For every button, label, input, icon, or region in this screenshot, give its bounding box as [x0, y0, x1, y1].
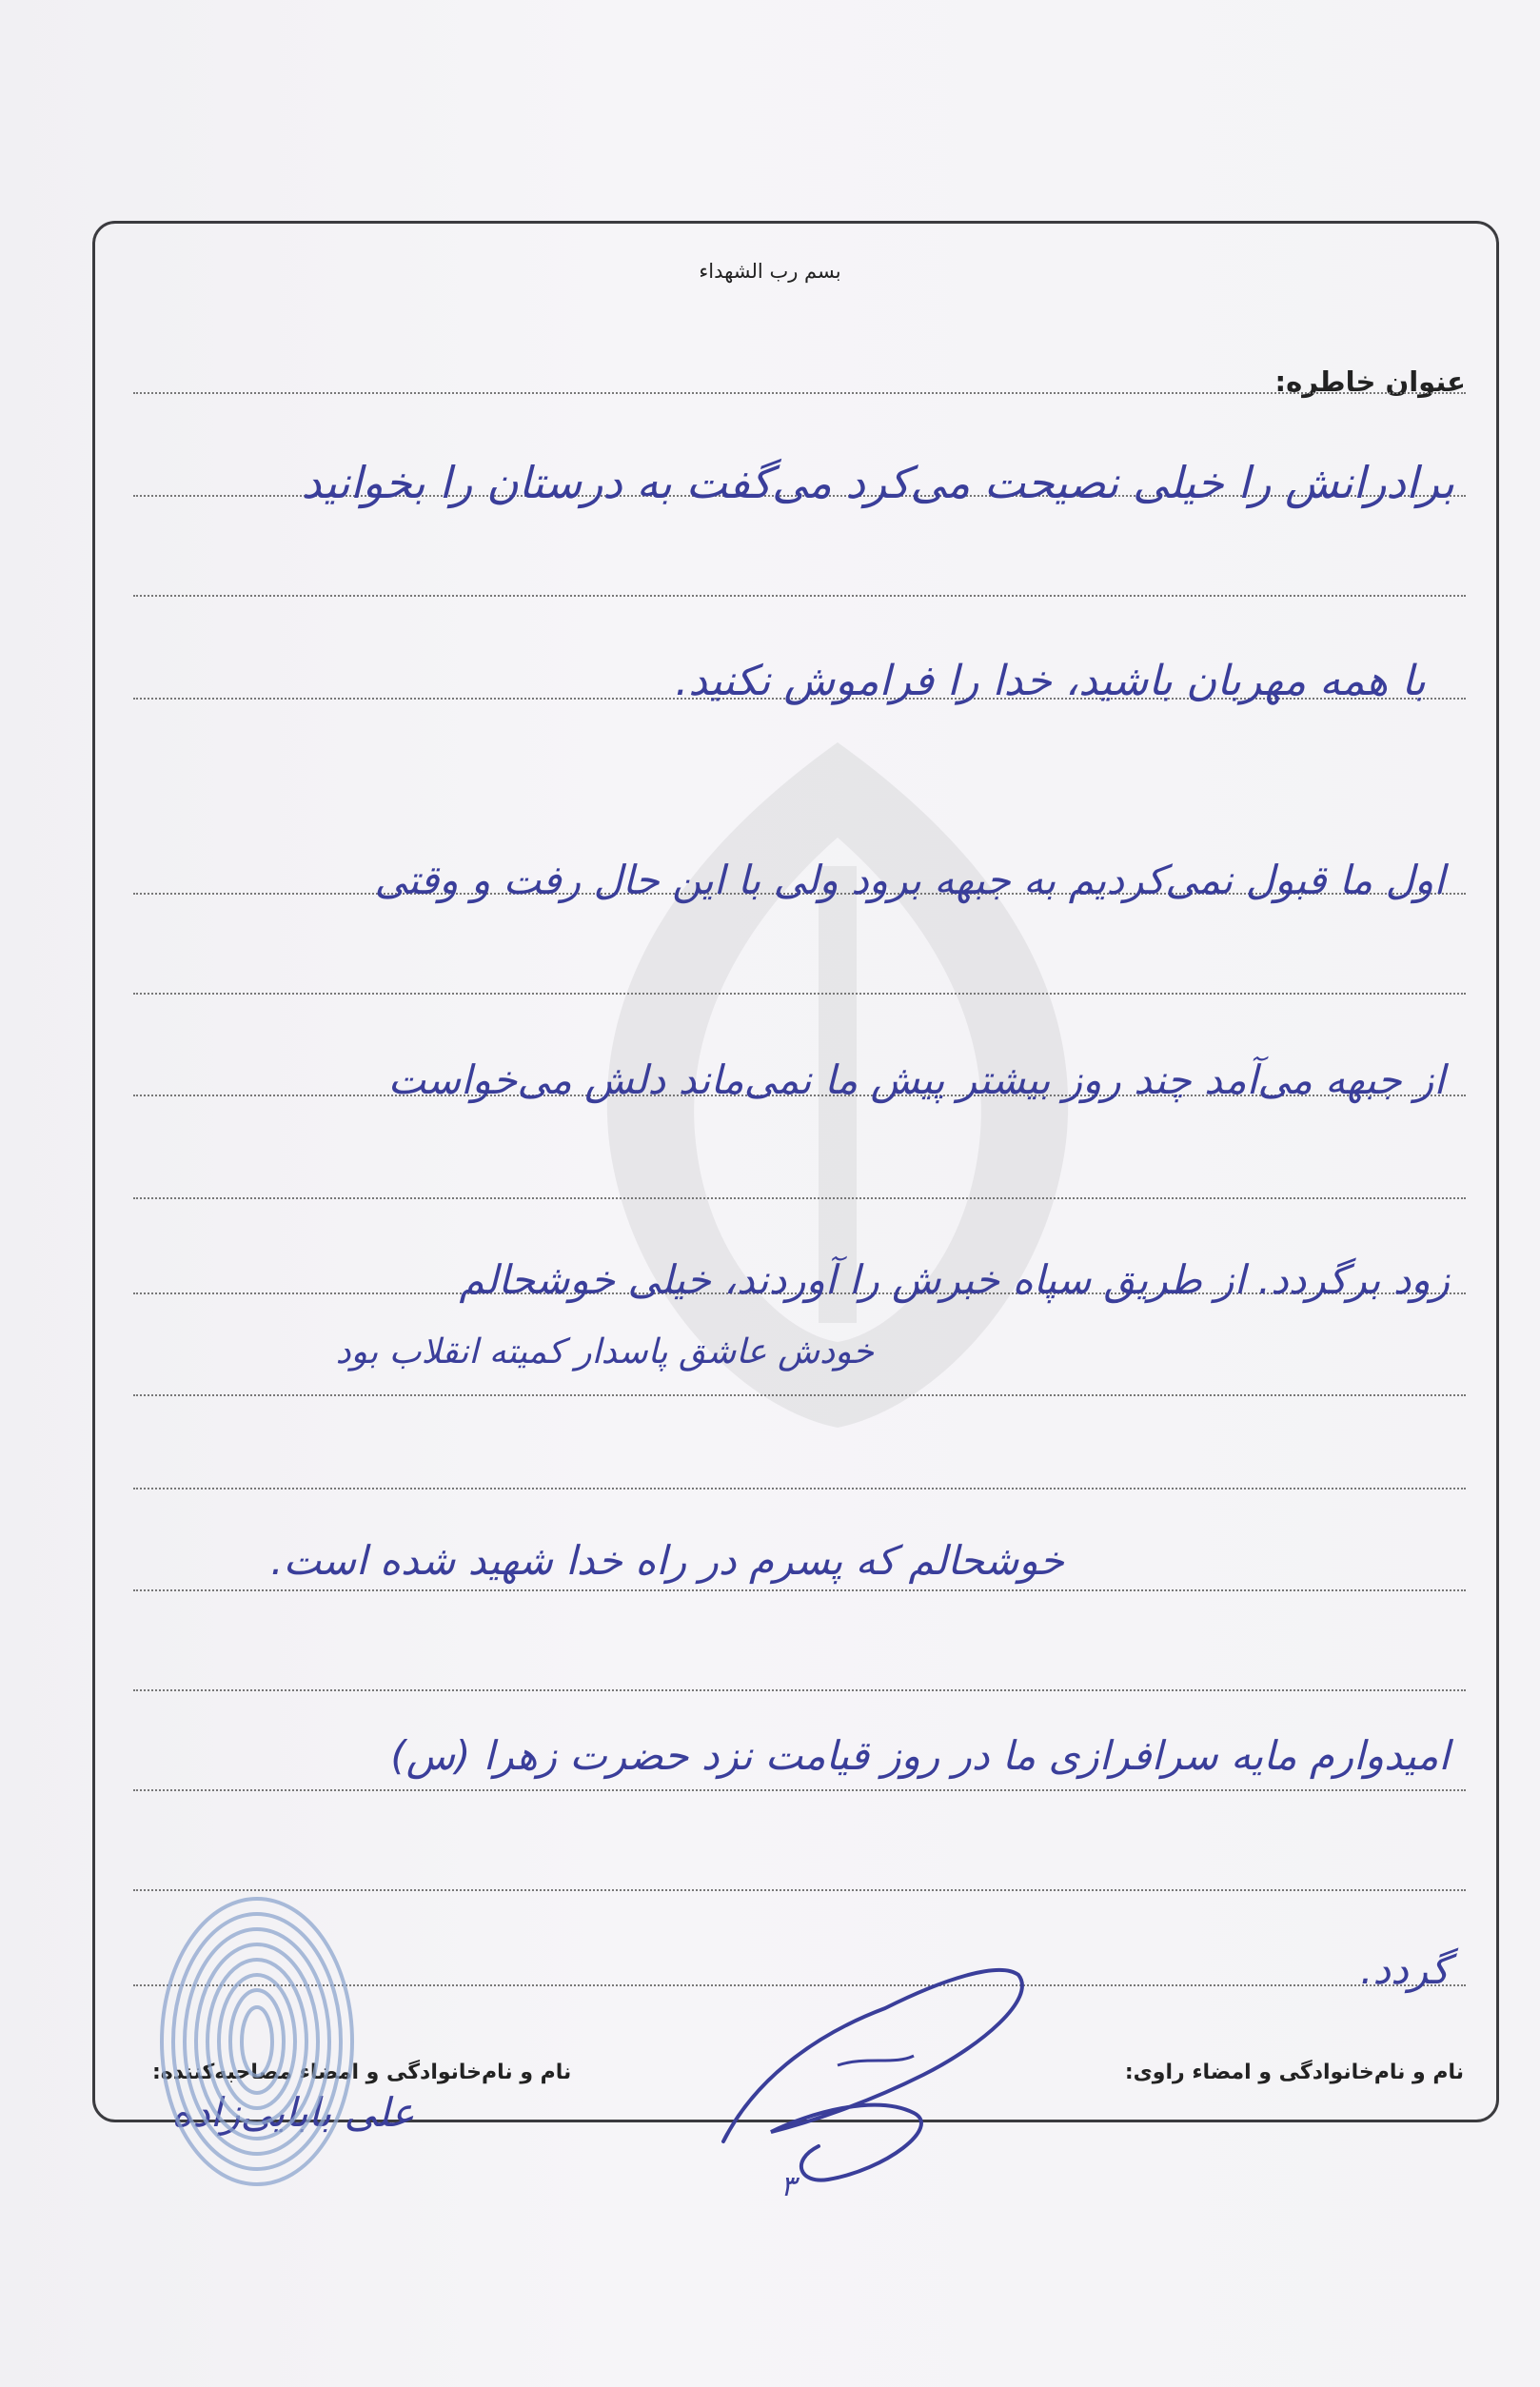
ruled-line	[133, 1488, 1466, 1489]
ruled-line	[133, 1197, 1466, 1199]
handwritten-line-6: خودش عاشق پاسدار کمیته انقلاب بود	[335, 1332, 874, 1371]
ruled-line	[133, 1789, 1466, 1791]
memory-title-label: عنوان خاطره:	[1274, 365, 1466, 398]
handwritten-line-3: اول ما قبول نمی‌کردیم به جبهه برود ولی با این حال رفت و وقتی	[374, 857, 1445, 903]
handwritten-line-1: برادرانش را خیلی نصیحت می‌کرد می‌گفت به درستان را بخوانید	[301, 457, 1454, 508]
handwritten-line-8: امیدوارم مایه سرافرازی ما در روز قیامت نزد حضرت زهرا (س)	[390, 1732, 1450, 1779]
page-number: ۳	[780, 2170, 797, 2203]
narrator-name-handwritten: علی بابایی‌زاده	[171, 2089, 415, 2136]
ruled-line	[133, 1394, 1466, 1396]
ruled-line	[133, 595, 1466, 597]
interviewer-signature-label: نام و نام‌خانوادگی و امضاء مصاحبه‌کننده:	[152, 2061, 572, 2084]
narrator-signature-label: نام و نام‌خانوادگی و امضاء راوی:	[1124, 2061, 1464, 2084]
handwritten-line-4: از جبهه می‌آمد چند روز بیشتر پیش ما نمی‌ماند دلش می‌خواست	[387, 1056, 1445, 1103]
ruled-line	[133, 993, 1466, 995]
handwritten-line-2: با همه مهربان باشید، خدا را فراموش نکنید.	[675, 657, 1426, 705]
handwritten-line-5: زود برگردد. از طریق سپاه خبرش را آوردند، خیلی خوشحالم	[459, 1256, 1450, 1303]
fingerprint-image	[143, 1884, 371, 2199]
handwritten-line-7: خوشحالم که پسرم در راه خدا شهید شده است.	[270, 1537, 1064, 1584]
ruled-line	[133, 392, 1466, 394]
ruled-line	[133, 1689, 1466, 1691]
interviewer-signature	[695, 1923, 1056, 2208]
header-title: بسم رب الشهداء	[699, 260, 841, 283]
handwritten-line-9: گردد.	[1360, 1946, 1450, 1993]
ruled-line	[133, 1589, 1466, 1591]
